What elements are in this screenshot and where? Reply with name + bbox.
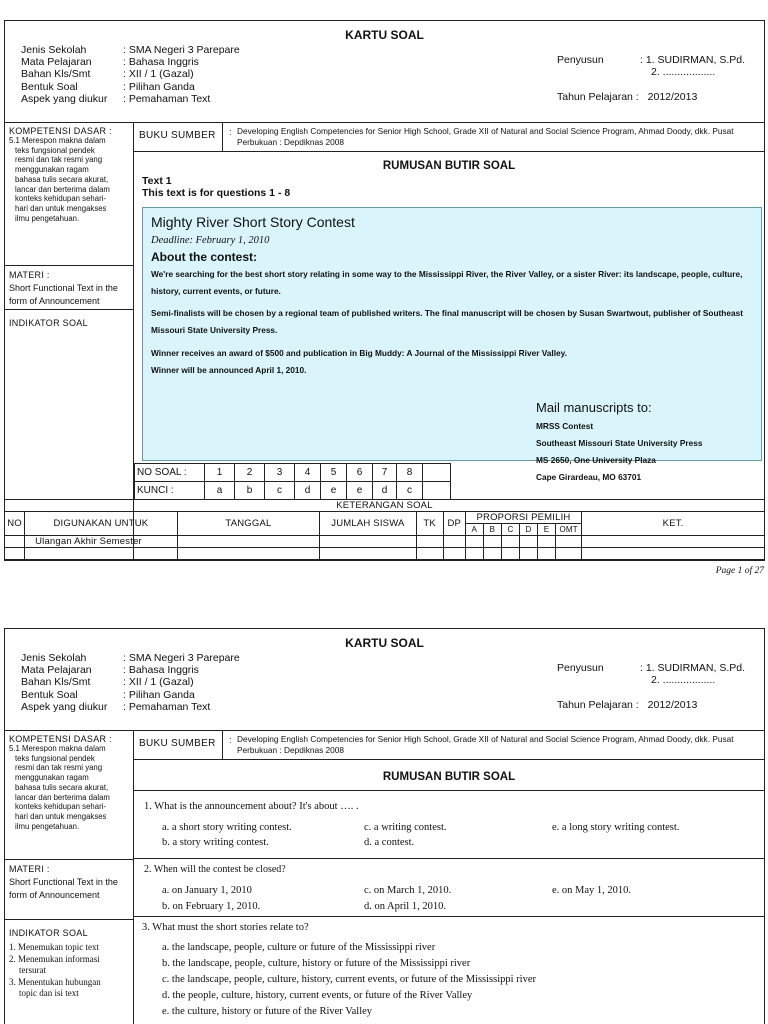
indikator-item: 1. Menemukan topic text [9,942,99,952]
cell [177,548,320,560]
kompetensi-line: hari dan untuk mengakses [15,203,107,213]
page-number: Page 1 of 27 [715,566,764,576]
cell [320,536,416,548]
mail-line: MRSS Contest [536,421,594,431]
kompetensi-line: 5.1 Merespon makna dalam [9,136,106,145]
header-ket: KET. [582,512,765,536]
no-soal-cell: 8 [397,464,423,482]
kompetensi-section [5,731,133,834]
field-label-bentuk-soal: Bentuk Soal [21,688,78,701]
option-c: c. a writing contest. [364,822,447,833]
cell [556,536,582,548]
kompetensi-line: lancar dan berterima dalam [15,184,110,194]
header-tk: TK [416,512,443,536]
announcement-paragraph-1: We're searching for the best short story relating in some way to the Mississippi River, the River Valley, or a sister River: its landscape, people, culture, history, current events, or future. [151,269,743,296]
card-title: KARTU SOAL [345,28,424,42]
kompetensi-text [9,744,129,831]
materi-text: Short Functional Text in the form of Announcement [9,283,118,306]
divider [5,309,133,310]
field-value-jenis-sekolah: : SMA Negeri 3 Parepare [123,652,240,664]
announcement-paragraph-3: Winner receives an award of $500 and publication in Big Muddy: A Journal of the Mississippi River Valley. [151,348,567,358]
no-soal-cell: 4 [295,464,321,482]
field-label-aspek: Aspek yang diukur [21,700,108,713]
field-value-jenis-sekolah: : SMA Negeri 3 Parepare [123,44,240,56]
question-3 [134,916,764,1024]
kompetensi-line: konteks kehidupan sehari- [15,802,107,812]
penyusun-block [557,662,745,686]
option-a: a. the landscape, people, culture or future of the Mississippi river [162,942,436,953]
kompetensi-text [9,136,129,223]
field-label-aspek: Aspek yang diukur [21,92,108,105]
indikator-item: tersurat [19,965,46,975]
mail-block [536,400,702,486]
keterangan-table [4,499,765,560]
no-soal-cell: 6 [347,464,373,482]
kunci-cell: b [235,482,265,500]
kunci-label: KUNCI : [135,482,205,500]
announcement-about: About the contest: [151,250,257,264]
no-soal-empty-cell [423,464,451,482]
announcement-paragraph-4: Winner will be announced April 1, 2010. [151,365,307,375]
divider [134,790,764,791]
divider [134,858,764,859]
option-b: b. a story writing contest. [162,837,269,848]
indikator-item: 3. Menentukan hubungan [9,976,101,987]
cell [443,548,465,560]
kompetensi-line: bahasa tulis secara akurat, [15,174,109,184]
option-e: e. the culture, history or future of the River Valley [162,1006,373,1017]
materi-label: MATERI : [9,864,50,874]
penyusun-1: : 1. SUDIRMAN, S.Pd. [640,662,746,674]
no-soal-row [135,464,451,482]
header-no: NO [5,512,25,536]
card-header [5,21,764,123]
field-label-bahan: Bahan Kls/Smt [21,68,91,81]
keterangan-row [5,548,765,560]
card-title: KARTU SOAL [345,636,424,650]
kunci-cell: c [397,482,423,500]
kompetensi-label: KOMPETENSI DASAR : [9,126,112,136]
kunci-cell: e [347,482,373,500]
rumusan-heading: RUMUSAN BUTIR SOAL [382,771,516,783]
mail-line: Southeast Missouri State University Press [536,438,703,448]
option-e: e. on May 1, 2010. [552,885,632,896]
kompetensi-label: KOMPETENSI DASAR : [9,734,112,744]
cell [556,548,582,560]
tahun-value: 2012/2013 [647,91,698,103]
card-header [5,629,764,731]
option-a: a. on January 1, 2010 [162,885,252,896]
rumusan-heading: RUMUSAN BUTIR SOAL [382,160,516,172]
digunakan-value: Ulangan Akhir Semester [25,536,178,548]
answer-key-table [134,463,451,500]
indikator-item: topic dan isi text [19,988,79,998]
indikator-section [5,315,133,331]
question-stem: 3. What must the short stories relate to? [142,922,309,933]
cell [5,548,25,560]
tahun-label: Tahun Pelajaran : [557,699,639,711]
proporsi-col: OMT [556,524,582,536]
penyusun-label: Penyusun [557,662,604,674]
cell [501,536,519,548]
field-value-aspek: : Pemahaman Text [123,92,211,105]
mail-line: MS 2650, One University Plaza [536,455,656,465]
kunci-cell: c [265,482,295,500]
option-b: b. on February 1, 2010. [162,901,261,912]
keterangan-title: KETERANGAN SOAL [5,500,765,512]
question-stem: 1. What is the announcement about? It's about …. . [144,801,359,812]
announcement-title: Mighty River Short Story Contest [151,214,355,230]
no-soal-cell: 3 [265,464,295,482]
kompetensi-line: teks fungsional pendek [15,753,95,763]
header-jumlah: JUMLAH SISWA [320,512,416,536]
tahun-block [557,91,697,103]
proporsi-col: D [519,524,537,536]
kompetensi-line: ilmu pengetahuan. [15,213,80,223]
tahun-block [557,699,697,711]
kompetensi-line: lancar dan berterima dalam [15,792,110,802]
keterangan-row [5,536,765,548]
cell [465,536,483,548]
question-stem: 2. When will the contest be closed? [144,864,286,875]
penyusun-label: Penyusun [557,54,604,66]
kompetensi-line: resmi dan tak resmi yang [15,155,103,165]
option-a: a. a short story writing contest. [162,822,292,833]
option-b: b. the landscape, people, culture, history or future of the Mississippi river [162,958,471,969]
identity-fields [21,44,240,105]
kunci-cell: e [321,482,347,500]
cell [538,548,556,560]
cell [416,536,443,548]
field-value-bentuk-soal: : Pilihan Ganda [123,80,195,93]
question-1 [134,790,764,863]
question-card-page-2 [4,628,765,1024]
buku-sumber-row [134,123,764,152]
indikator-item: 2. Menemukan informasi [9,953,100,964]
field-label-jenis-sekolah: Jenis Sekolah [21,652,87,664]
buku-sumber-text: Developing English Competencies for Senior High School, Grade XII of Natural and Social Science Program, Ahmad Doody, dkk. Pusat Perbukuan : Depdiknas 2008 [237,126,734,147]
no-soal-label: NO SOAL : [135,464,205,482]
kompetensi-line: hari dan untuk mengakses [15,811,107,821]
kompetensi-line: menggunakan ragam [15,165,89,175]
mail-heading: Mail manuscripts to: [536,400,652,415]
option-d: d. a contest. [364,837,415,848]
kompetensi-line: resmi dan tak resmi yang [15,763,103,773]
buku-sumber-colon: : [229,735,232,745]
kompetensi-line: menggunakan ragam [15,773,89,783]
kompetensi-line: bahasa tulis secara akurat, [15,782,109,792]
divider [134,916,764,917]
divider [5,265,133,266]
cell [519,536,537,548]
cell [483,536,501,548]
cell [519,548,537,560]
announcement-paragraph-2: Semi-finalists will be chosen by a regional team of published writers. The final manuscript will be chosen by Susan Swartwout, publisher of Southeast Missouri State University Press. [151,308,743,335]
penyusun-1: : 1. SUDIRMAN, S.Pd. [640,54,746,66]
text-label: Text 1 [142,175,172,187]
materi-section [5,861,133,905]
header-dp: DP [443,512,465,536]
cell [483,548,501,560]
indikator-label: INDIKATOR SOAL [9,928,88,938]
field-value-bentuk-soal: : Pilihan Ganda [123,688,195,701]
indikator-label: INDIKATOR SOAL [9,318,88,328]
cell [465,548,483,560]
no-soal-cell: 7 [373,464,397,482]
option-d: d. on April 1, 2010. [364,901,446,912]
materi-text: Short Functional Text in the form of Announcement [9,877,118,900]
announcement-deadline: Deadline: February 1, 2010 [151,235,270,246]
mail-line: Cape Girardeau, MO 63701 [536,472,642,482]
header-digunakan: DIGUNAKAN UNTUK [25,512,178,536]
no-soal-cell: 1 [205,464,235,482]
left-column [5,123,134,560]
field-label-bentuk-soal: Bentuk Soal [21,80,78,93]
kunci-cell: d [373,482,397,500]
cell [5,536,25,548]
indikator-section [5,925,133,1003]
cell [443,536,465,548]
no-soal-cell: 2 [235,464,265,482]
cell [582,548,765,560]
buku-sumber-row [134,731,764,760]
option-e: e. a long story writing contest. [552,822,680,833]
penyusun-2: 2. .................. [651,66,716,79]
penyusun-2: 2. .................. [651,674,716,687]
kompetensi-line: 5.1 Merespon makna dalam [9,744,106,753]
materi-section [5,267,133,311]
question-2 [134,858,764,920]
keterangan-section [5,499,764,562]
cell [177,536,320,548]
kunci-row [135,482,451,500]
identity-fields [21,652,240,713]
option-c: c. on March 1, 2010. [364,885,452,896]
field-value-aspek: : Pemahaman Text [123,700,211,713]
buku-sumber-colon: : [229,127,232,137]
left-column [5,731,134,1024]
proporsi-col: E [538,524,556,536]
tahun-label: Tahun Pelajaran : [557,91,639,103]
question-card-page-1 [4,20,765,561]
option-c: c. the landscape, people, culture, history, current events, or future of the Mississippi river [162,974,537,985]
kunci-cell: a [205,482,235,500]
indikator-list [9,942,129,1000]
header-proporsi: PROPORSI PEMILIH [465,512,581,524]
cell [320,548,416,560]
field-label-bahan: Bahan Kls/Smt [21,676,91,689]
kompetensi-line: teks fungsional pendek [15,145,95,155]
text-sub: This text is for questions 1 - 8 [142,187,291,199]
text-label-block [142,175,290,199]
proporsi-col: C [501,524,519,536]
header-tanggal: TANGGAL [177,512,320,536]
cell [538,536,556,548]
divider [5,859,133,860]
cell [501,548,519,560]
field-value-mata-pelajaran: : Bahasa Inggris [123,664,199,677]
option-d: d. the people, culture, history, current events, or future of the River Valley [162,990,473,1001]
kompetensi-line: ilmu pengetahuan. [15,821,80,831]
buku-sumber-text: Developing English Competencies for Senior High School, Grade XII of Natural and Social Science Program, Ahmad Doody, dkk. Pusat Perbukuan : Depdiknas 2008 [237,734,734,755]
kunci-cell: d [295,482,321,500]
field-label-mata-pelajaran: Mata Pelajaran [21,56,92,69]
penyusun-block [557,54,745,78]
divider [5,919,133,920]
keterangan-header-row [5,512,765,524]
field-value-mata-pelajaran: : Bahasa Inggris [123,56,199,69]
materi-label: MATERI : [9,270,50,280]
cell [582,536,765,548]
kompetensi-section [5,123,133,226]
buku-sumber-label: BUKU SUMBER [134,123,223,151]
proporsi-col: A [465,524,483,536]
field-value-bahan: : XII / 1 (Gazal) [123,68,194,81]
cell [416,548,443,560]
kunci-empty-cell [423,482,451,500]
buku-sumber-label: BUKU SUMBER [134,731,223,759]
proporsi-col: B [483,524,501,536]
kompetensi-line: konteks kehidupan sehari- [15,194,107,204]
no-soal-cell: 5 [321,464,347,482]
cell [25,548,178,560]
field-value-bahan: : XII / 1 (Gazal) [123,676,194,689]
field-label-mata-pelajaran: Mata Pelajaran [21,664,92,677]
field-label-jenis-sekolah: Jenis Sekolah [21,44,87,56]
tahun-value: 2012/2013 [647,699,698,711]
